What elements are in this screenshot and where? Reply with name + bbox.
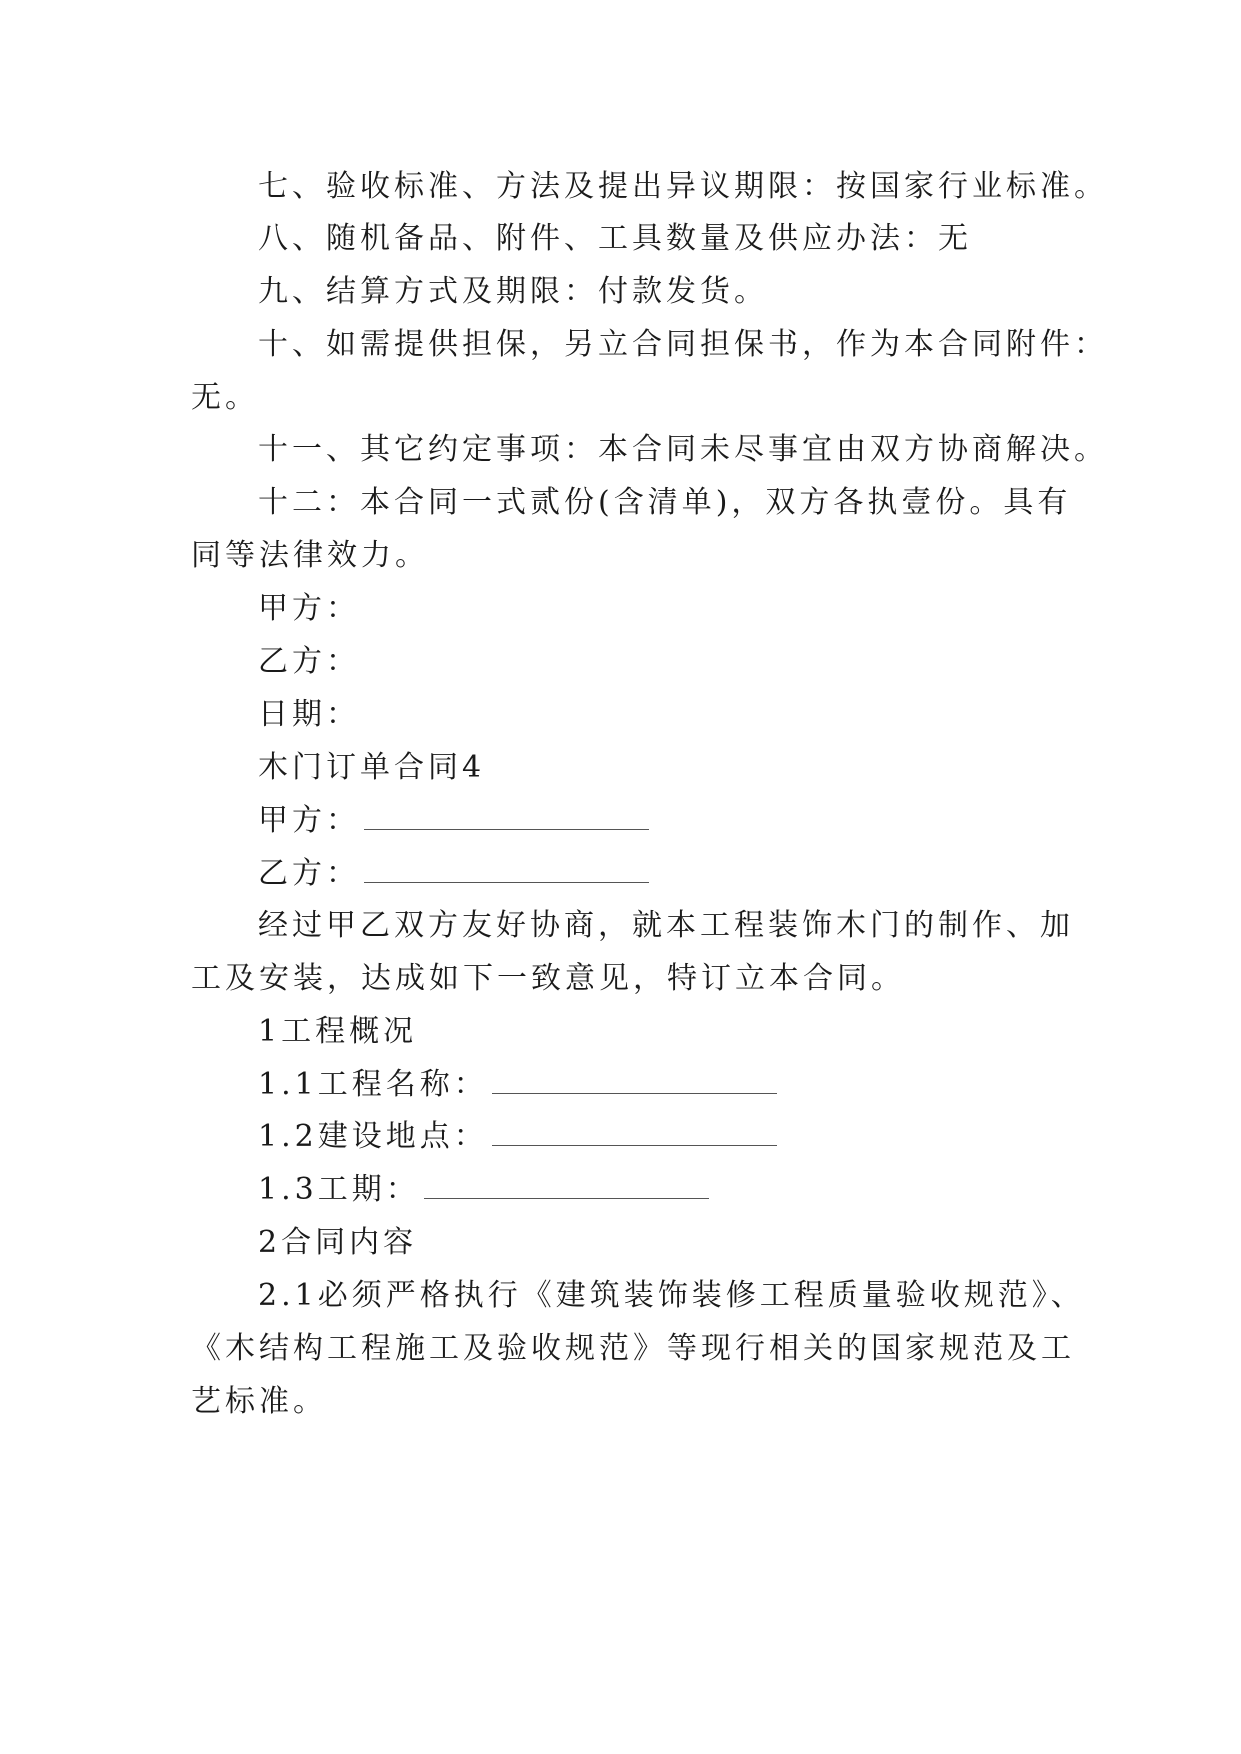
- party-a-field: [0, 801, 1241, 841]
- contract-title: [0, 748, 1241, 788]
- line-text: 日期：: [258, 697, 360, 732]
- line-text: 1工程概况: [258, 1014, 418, 1049]
- section-2-heading: [0, 1223, 1241, 1263]
- line-text: 艺标准。: [191, 1384, 327, 1419]
- preamble-cont: [0, 959, 1241, 999]
- line-text: 八、随机备品、附件、工具数量及供应办法：无: [258, 221, 972, 256]
- clause-9: [0, 272, 1241, 312]
- line-text: 十、如需提供担保，另立合同担保书，作为本合同附件：: [258, 327, 1108, 362]
- line-text: 十一、其它约定事项：本合同未尽事宜由双方协商解决。: [258, 432, 1108, 467]
- line-text: 1.3工期：: [258, 1172, 420, 1207]
- line-text: 十二：本合同一式贰份(含清单)，双方各执壹份。具有: [258, 485, 1072, 520]
- line-text: 甲方：: [258, 803, 360, 838]
- site-location-field: [0, 1117, 1241, 1157]
- clause-11: [0, 430, 1241, 470]
- clause-10-cont: [0, 378, 1241, 418]
- line-text: 九、结算方式及期限：付款发货。: [258, 274, 768, 309]
- clause-2-1: [0, 1276, 1241, 1316]
- clause-10: [0, 325, 1241, 365]
- line-text: 1.2建设地点：: [258, 1119, 488, 1154]
- line-text: 2.1必须严格执行《建筑装饰装修工程质量验收规范》、: [258, 1278, 1085, 1313]
- clause-7: [0, 167, 1241, 207]
- date-label: [0, 695, 1241, 735]
- line-text: 七、验收标准、方法及提出异议期限：按国家行业标准。: [258, 169, 1108, 204]
- schedule-field: [0, 1170, 1241, 1210]
- line-text: 木门订单合同4: [258, 750, 486, 785]
- section-1-heading: [0, 1012, 1241, 1052]
- line-text: 无。: [191, 380, 259, 415]
- project-name-blank: [492, 1073, 777, 1094]
- line-text: 乙方：: [258, 644, 360, 679]
- line-text: 工及安装，达成如下一致意见，特订立本合同。: [191, 961, 905, 996]
- clause-12: [0, 483, 1241, 523]
- line-text: 《木结构工程施工及验收规范》等现行相关的国家规范及工: [191, 1331, 1075, 1366]
- party-a-blank: [364, 809, 649, 830]
- line-text: 甲方：: [258, 591, 360, 626]
- project-name-field: [0, 1065, 1241, 1105]
- preamble: [0, 906, 1241, 946]
- party-a-label: [0, 589, 1241, 629]
- clause-12-cont: [0, 536, 1241, 576]
- line-text: 1.1工程名称：: [258, 1067, 488, 1102]
- line-text: 乙方：: [258, 856, 360, 891]
- party-b-blank: [364, 862, 649, 883]
- line-text: 经过甲乙双方友好协商，就本工程装饰木门的制作、加: [258, 908, 1074, 943]
- party-b-field: [0, 854, 1241, 894]
- site-location-blank: [492, 1125, 777, 1146]
- clause-2-1-end: [0, 1382, 1241, 1422]
- clause-8: [0, 219, 1241, 259]
- clause-2-1-cont: [0, 1329, 1241, 1369]
- line-text: 2合同内容: [258, 1225, 418, 1260]
- party-b-label: [0, 642, 1241, 682]
- line-text: 同等法律效力。: [191, 538, 429, 573]
- schedule-blank: [424, 1178, 709, 1199]
